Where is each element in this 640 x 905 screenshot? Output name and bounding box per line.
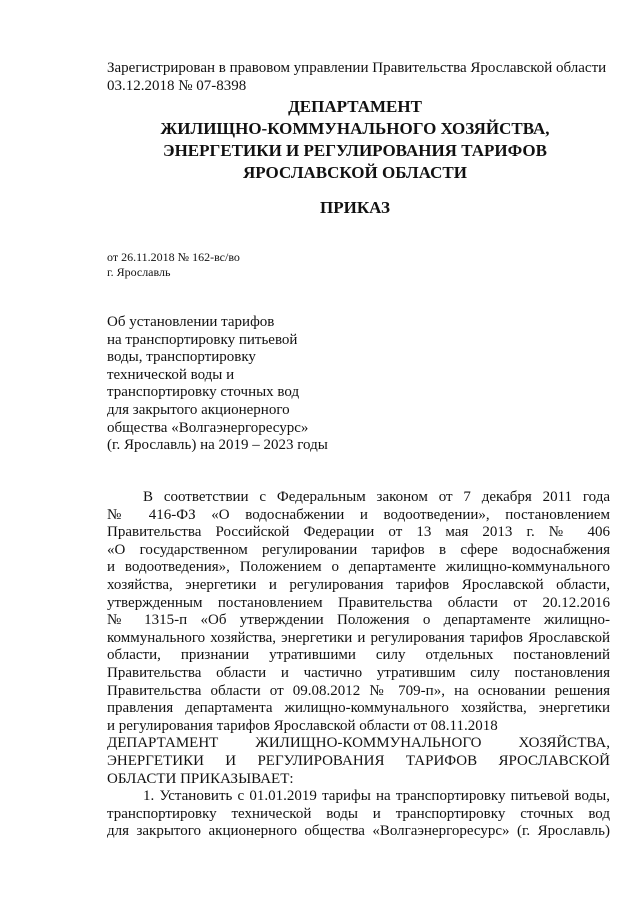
subject-line: (г. Ярославль) на 2019 – 2023 годы (107, 437, 328, 454)
department-title-line: ЖИЛИЩНО-КОММУНАЛЬНОГО ХОЗЯЙСТВА, (160, 119, 550, 138)
body-line: коммунального хозяйства, энергетики и регулирования тарифов Ярославской (107, 629, 610, 646)
subject-line: для закрытого акционерного (107, 401, 290, 418)
body-line: Правительства области и частично утратившим силу постановления (107, 664, 610, 681)
registration-line-1: Зарегистрирован в правовом управлении Правительства Ярославской области (107, 60, 607, 76)
order-title: ПРИКАЗ (320, 198, 390, 217)
body-line: ДЕПАРТАМЕНТ ЖИЛИЩНО-КОММУНАЛЬНОГО ХОЗЯЙСТВА, (107, 735, 610, 752)
body-line: для закрытого акционерного общества «Волгаэнергоресурс» (г. Ярославль) (107, 823, 610, 840)
body-line: Правительства области от 09.08.2012 № 709-п», на основании решения (107, 682, 610, 699)
department-title-line: ЯРОСЛАВСКОЙ ОБЛАСТИ (243, 163, 467, 182)
body-line: Правительства Российской Федерации от 13 мая 2013 г. № 406 (107, 524, 610, 541)
body-line: В соответствии с Федеральным законом от 7 декабря 2011 года (143, 489, 610, 505)
department-title (100, 96, 610, 184)
body-line: утвержденным постановлением Правительства области от 20.12.2016 (107, 594, 610, 611)
subject-line: транспортировку сточных вод (107, 384, 300, 401)
body-line: и водоотведения», Положением о департаменте жилищно-коммунального (107, 559, 610, 576)
body-line: «О государственном регулировании тарифов в сфере водоснабжения (107, 541, 610, 558)
order-date-number: от 26.11.2018 № 162-вс/во (107, 250, 240, 264)
body-line: и регулирования тарифов Ярославской области от 08.11.2018 (107, 717, 498, 734)
body-line: 1. Установить с 01.01.2019 тарифы на транспортировку питьевой воды, (143, 788, 610, 805)
order-city: г. Ярославль (107, 265, 171, 279)
subject-line: общества «Волгаэнергоресурс» (107, 419, 309, 436)
subject-line: Об установлении тарифов (107, 314, 275, 330)
body-line: области, признании утратившими силу отдельных постановлений (107, 647, 610, 664)
subject-line: на транспортировку питьевой (107, 331, 298, 348)
order-body (107, 489, 610, 841)
body-line: № 416-ФЗ «О водоснабжении и водоотведении», постановлением (107, 506, 610, 523)
subject-line: технической воды и (107, 366, 235, 383)
body-line: транспортировку технической воды и транспортировку сточных вод (107, 805, 610, 822)
department-title-line: ДЕПАРТАМЕНТ (288, 97, 422, 116)
body-line: хозяйства, энергетики и регулирования тарифов Ярославской области, (107, 576, 610, 593)
body-line: № 1315-п «Об утверждении Положения о департаменте жилищно- (107, 612, 610, 629)
registration-line-2: 03.12.2018 № 07-8398 (107, 78, 247, 94)
body-line: ЭНЕРГЕТИКИ И РЕГУЛИРОВАНИЯ ТАРИФОВ ЯРОСЛАВСКОЙ (107, 752, 610, 769)
department-title-line: ЭНЕРГЕТИКИ И РЕГУЛИРОВАНИЯ ТАРИФОВ (163, 141, 547, 160)
subject-line: воды, транспортировку (107, 349, 256, 366)
body-line: ОБЛАСТИ ПРИКАЗЫВАЕТ: (107, 770, 294, 787)
order-meta (107, 250, 240, 280)
order-subject (107, 314, 367, 455)
registration-note (107, 59, 617, 95)
body-line: правления департамента жилищно-коммунального хозяйства, энергетики (107, 700, 610, 717)
